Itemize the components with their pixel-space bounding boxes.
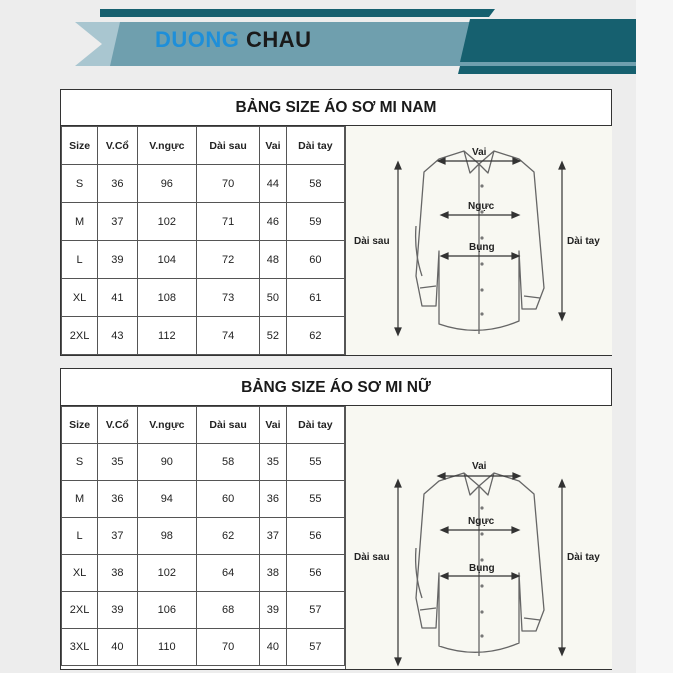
cell: 40: [260, 629, 287, 666]
cell: 38: [260, 555, 287, 592]
back-length-label: Dài sau: [354, 552, 390, 563]
cell: S: [62, 165, 98, 203]
table-row: [62, 279, 345, 317]
cell: S: [62, 444, 98, 481]
cell: 43: [98, 317, 137, 355]
cell: 70: [197, 629, 260, 666]
brand-logo: [155, 27, 312, 53]
table-row: [62, 165, 345, 203]
cell: 56: [286, 555, 344, 592]
header-cell: Vai: [260, 407, 287, 444]
cell: 57: [286, 592, 344, 629]
sleeve-length-label: Dài tay: [567, 236, 600, 247]
cell: 62: [197, 518, 260, 555]
header-cell: V.ngực: [137, 127, 197, 165]
women-size-table: [61, 406, 345, 666]
cell: 55: [286, 481, 344, 518]
cell: 36: [260, 481, 287, 518]
men-size-chart: [60, 89, 612, 356]
cell: 60: [197, 481, 260, 518]
cell: 61: [286, 279, 344, 317]
cell: 74: [197, 317, 260, 355]
cell: 108: [137, 279, 197, 317]
men-shirt-illustration: [345, 126, 612, 355]
belly-label: Bụng: [469, 242, 495, 253]
table-row: [62, 317, 345, 355]
table-header-row: [62, 407, 345, 444]
women-shirt-illustration: [345, 406, 612, 669]
header-cell: Dài tay: [286, 127, 344, 165]
cell: 37: [98, 518, 137, 555]
table-row: [62, 518, 345, 555]
table-row: [62, 241, 345, 279]
table-row: [62, 444, 345, 481]
cell: 39: [260, 592, 287, 629]
cell: 110: [137, 629, 197, 666]
header-cell: Vai: [260, 127, 287, 165]
cell: 37: [98, 203, 137, 241]
header-cell: Size: [62, 407, 98, 444]
cell: 94: [137, 481, 197, 518]
cell: 44: [260, 165, 287, 203]
cell: L: [62, 241, 98, 279]
cell: 106: [137, 592, 197, 629]
table-row: [62, 592, 345, 629]
cell: 59: [286, 203, 344, 241]
cell: 102: [137, 555, 197, 592]
men-size-table: [61, 126, 345, 355]
brand-banner: [0, 0, 673, 80]
cell: 39: [98, 241, 137, 279]
cell: 98: [137, 518, 197, 555]
table-row: [62, 203, 345, 241]
header-cell: Size: [62, 127, 98, 165]
cell: 58: [197, 444, 260, 481]
cell: 104: [137, 241, 197, 279]
table-row: [62, 629, 345, 666]
cell: 35: [98, 444, 137, 481]
header-cell: V.Cổ: [98, 407, 137, 444]
cell: M: [62, 481, 98, 518]
cell: 62: [286, 317, 344, 355]
cell: 36: [98, 481, 137, 518]
cell: 2XL: [62, 317, 98, 355]
cell: 3XL: [62, 629, 98, 666]
chest-label: Ngực: [468, 201, 495, 212]
men-chart-title: BẢNG SIZE ÁO SƠ MI NAM: [235, 99, 437, 116]
cell: 64: [197, 555, 260, 592]
sleeve-length-label: Dài tay: [567, 552, 600, 563]
cell: 60: [286, 241, 344, 279]
banner-graphic: [0, 0, 673, 80]
cell: 41: [98, 279, 137, 317]
chest-label: Ngực: [468, 516, 495, 527]
header-cell: V.ngực: [137, 407, 197, 444]
cell: 48: [260, 241, 287, 279]
cell: 71: [197, 203, 260, 241]
cell: 55: [286, 444, 344, 481]
cell: 73: [197, 279, 260, 317]
women-chart-title: BẢNG SIZE ÁO SƠ MI NỮ: [241, 379, 431, 396]
cell: 50: [260, 279, 287, 317]
back-length-label: Dài sau: [354, 236, 390, 247]
cell: L: [62, 518, 98, 555]
shirt-drawing: [346, 406, 612, 669]
belly-label: Bụng: [469, 563, 495, 574]
brand-part-2: CHAU: [246, 27, 312, 52]
cell: 36: [98, 165, 137, 203]
header-cell: Dài sau: [197, 127, 260, 165]
cell: 57: [286, 629, 344, 666]
cell: XL: [62, 555, 98, 592]
header-cell: V.Cổ: [98, 127, 137, 165]
cell: 72: [197, 241, 260, 279]
cell: 39: [98, 592, 137, 629]
cell: 37: [260, 518, 287, 555]
right-margin: [636, 0, 673, 673]
cell: 40: [98, 629, 137, 666]
shoulder-label: Vai: [472, 147, 487, 158]
cell: 102: [137, 203, 197, 241]
shoulder-label: Vai: [472, 461, 487, 472]
cell: 112: [137, 317, 197, 355]
cell: 56: [286, 518, 344, 555]
table-row: [62, 555, 345, 592]
women-size-chart: [60, 368, 612, 670]
cell: M: [62, 203, 98, 241]
cell: 46: [260, 203, 287, 241]
cell: XL: [62, 279, 98, 317]
cell: 2XL: [62, 592, 98, 629]
table-row: [62, 481, 345, 518]
cell: 90: [137, 444, 197, 481]
header-cell: Dài tay: [286, 407, 344, 444]
header-cell: Dài sau: [197, 407, 260, 444]
cell: 52: [260, 317, 287, 355]
cell: 68: [197, 592, 260, 629]
cell: 96: [137, 165, 197, 203]
cell: 58: [286, 165, 344, 203]
cell: 38: [98, 555, 137, 592]
cell: 70: [197, 165, 260, 203]
cell: 35: [260, 444, 287, 481]
table-header-row: [62, 127, 345, 165]
brand-part-1: DUONG: [155, 27, 240, 52]
